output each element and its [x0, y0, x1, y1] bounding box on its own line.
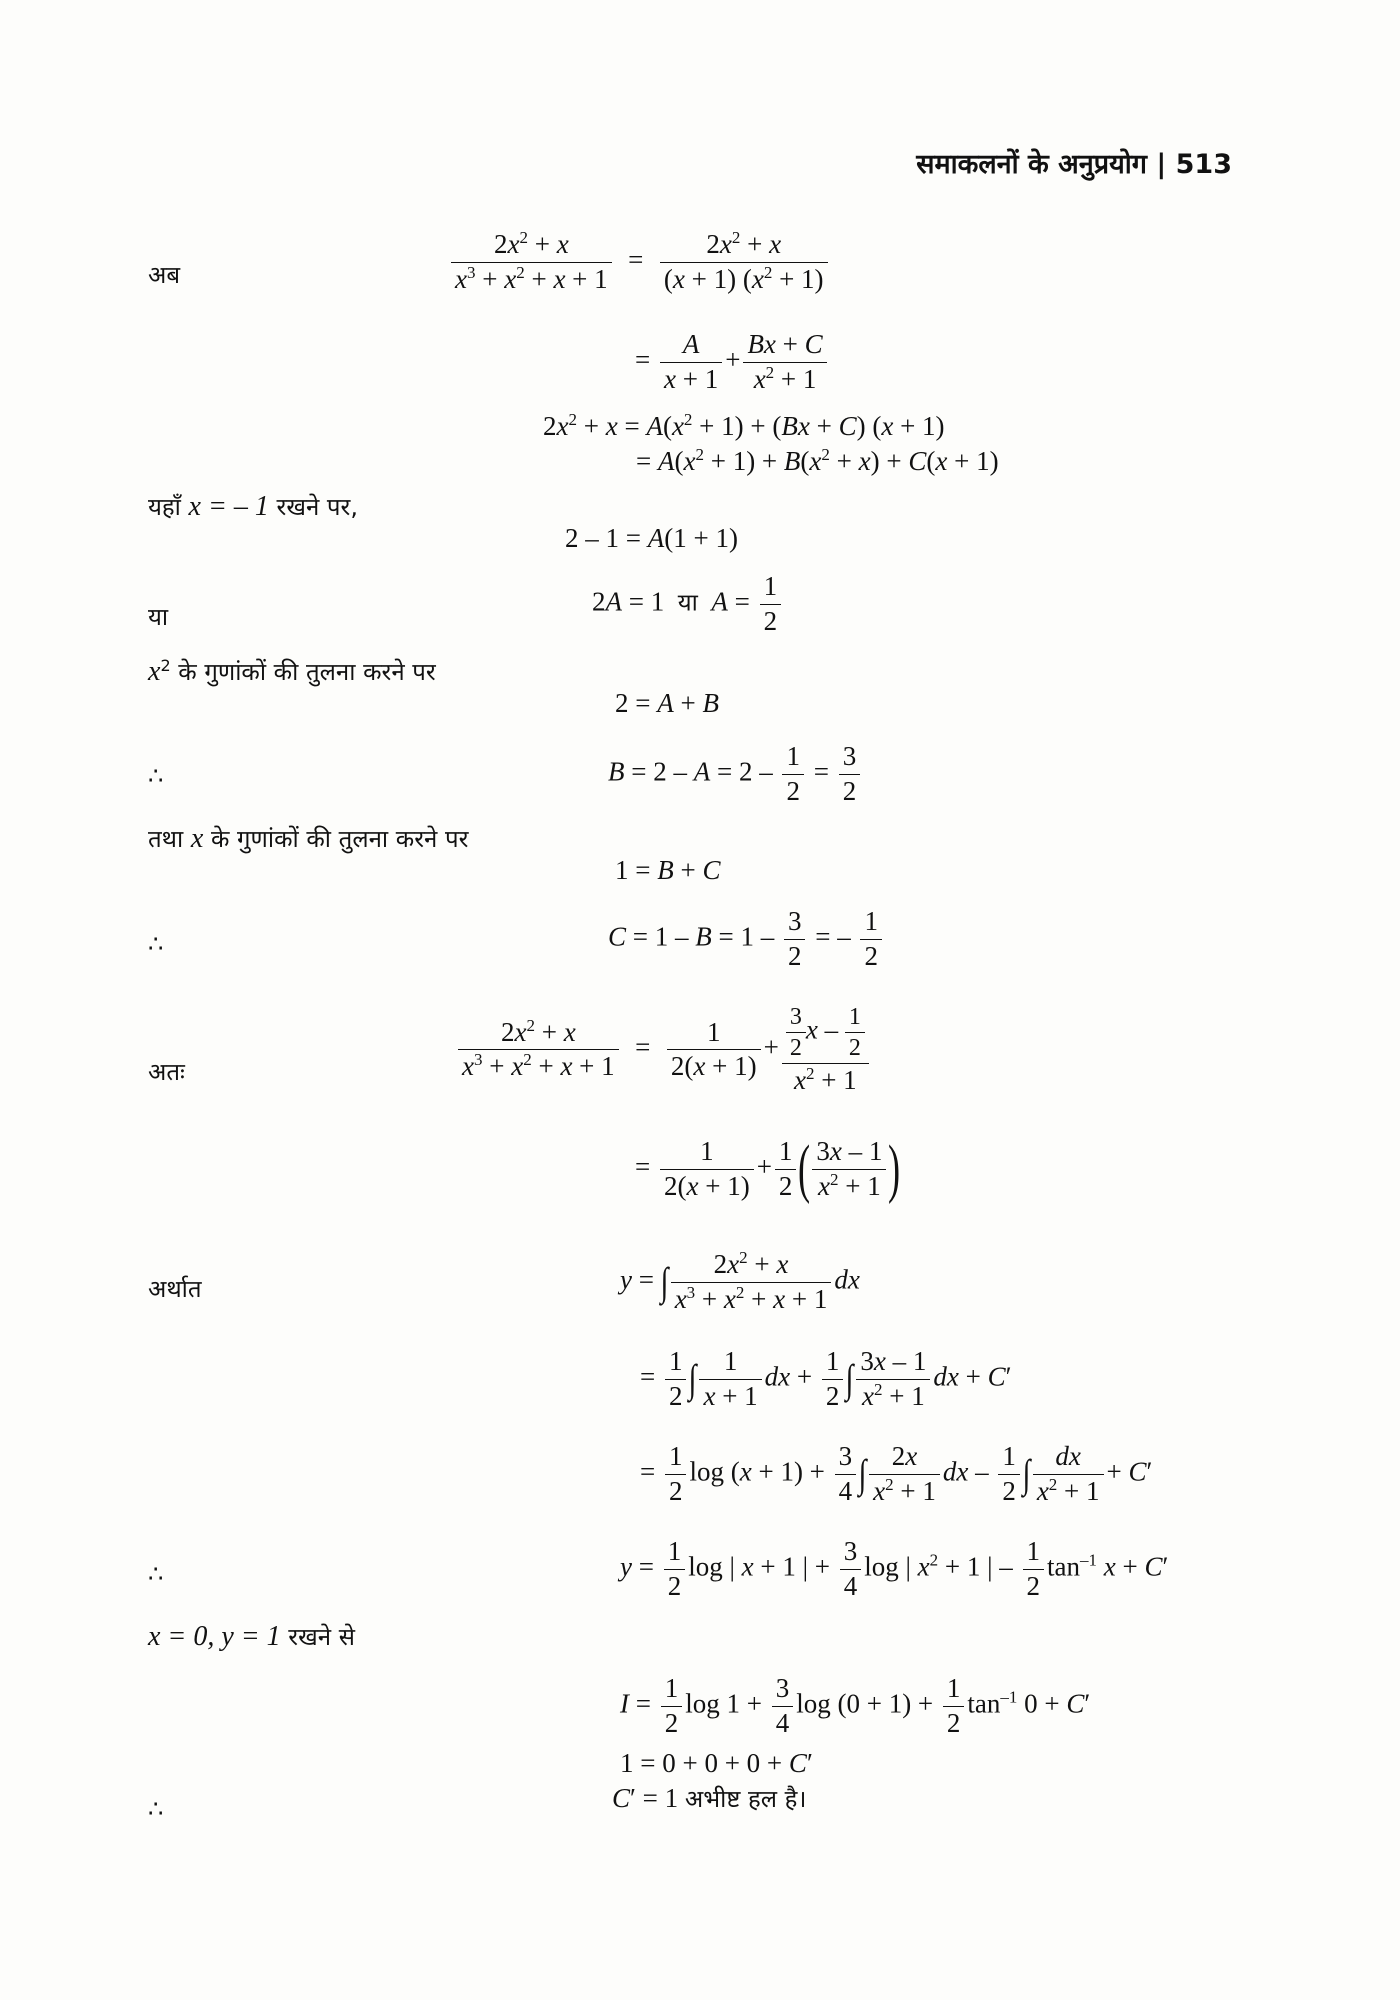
- label-compare-x2-text: के गुणांकों की तुलना करने पर: [178, 658, 436, 686]
- equation-A-value: 2A = 1 या A = $\frac{1}{2}$: [592, 570, 784, 639]
- equation-A-plus-B: 2 = A + B: [615, 688, 719, 718]
- therefore-symbol-3: ∴: [148, 1560, 164, 1588]
- therefore-symbol-1: ∴: [148, 762, 164, 790]
- label-rakhne-se: रखने से: [288, 1623, 355, 1651]
- equation-partial-fraction-setup: $\frac{2x^2 + x}{x^3 + x^2 + x + 1}$ = $\frac{2x^2 + x}{(x + 1) (x^2 + 1)}$: [448, 228, 831, 297]
- label-initial-condition: [148, 1620, 355, 1653]
- label-compare-x: [148, 822, 468, 855]
- label-substitute-x: [148, 490, 358, 523]
- page-header: समाकलनों के अनुप्रयोग | 513: [916, 149, 1232, 180]
- label-x-value: x = – 1: [188, 491, 269, 522]
- equation-decomposition-simplified: = $\frac{1}{2(x + 1)}$ + $\frac{1}{2}$ ( $\frac{3x - 1}{x^2 + 1}$ ): [635, 1132, 901, 1206]
- label-ab: अब: [148, 261, 181, 289]
- equation-B-plus-C: 1 = B + C: [615, 855, 721, 885]
- label-compare-x-text: के गुणांकों की तुलना करने पर: [210, 825, 469, 853]
- inline-ya: या: [677, 588, 698, 617]
- label-x-var: x: [190, 823, 204, 854]
- equation-C-value: C = 1 – B = 1 – $\frac{3}{2}$ = – $\frac{1}{2}$: [608, 905, 885, 974]
- therefore-symbol-2: ∴: [148, 930, 164, 958]
- label-yahan: यहाँ: [148, 493, 181, 521]
- label-arthat: अर्थात: [148, 1275, 202, 1303]
- label-rakhne-par: रखने पर,: [276, 493, 358, 521]
- label-ya: या: [148, 603, 169, 631]
- equation-y-split: = $\frac{1}{2}$ ∫ $\frac{1}{x + 1}$ dx + $\frac{1}{2}$ ∫ $\frac{3x - 1}{x^2 + 1}$ dx + C′: [640, 1346, 1012, 1411]
- equation-initial-evaluated: 1 = 0 + 0 + 0 + C′: [620, 1748, 813, 1778]
- equation-B-value: B = 2 – A = 2 – $\frac{1}{2}$ = $\frac{3}{2}$: [608, 740, 863, 809]
- equation-decomposition: $\frac{2x^2 + x}{x^3 + x^2 + x + 1}$ = $\frac{1}{2(x + 1)}$ + $\frac{3}{2}$ x – $\frac{1}{2}$ $x^2 + 1$: [455, 1002, 872, 1098]
- equation-substitution: 2 – 1 = A(1 + 1): [565, 523, 738, 553]
- label-x2-var: x: [148, 656, 161, 687]
- equation-y-integral: y = ∫ $\frac{2x^2 + x}{x^3 + x^2 + x + 1}$ dx: [620, 1248, 860, 1314]
- equation-y-general-solution: y = $\frac{1}{2}$ log | x + 1 | + $\frac{3}{4}$ log | $x^2 + 1$ | – $\frac{1}{2}$ $\tan^{-1} x + C'$: [620, 1536, 1169, 1601]
- equation-initial-substitution: I = $\frac{1}{2}$ log 1 + $\frac{3}{4}$ log (0 + 1) + $\frac{1}{2}$ $\tan^{-1} 0 + C'$: [620, 1673, 1091, 1738]
- equation-y-log-form: = $\frac{1}{2}$ log (x + 1) + $\frac{3}{4}$ ∫ $\frac{2x}{x^2 + 1}$ dx – $\frac{1}{2}$ ∫ $\frac{dx}{x^2 + 1}$ + C′: [640, 1441, 1153, 1506]
- label-compare-x2: $x^2$ के गुणांकों की तुलना करने पर: [148, 656, 436, 687]
- equation-partial-fraction-form: = $\frac{A}{x + 1}$ + $\frac{Bx + C}{x^2 + 1}$: [635, 328, 830, 397]
- label-tatha: तथा: [148, 825, 184, 853]
- label-atah: अतः: [148, 1058, 185, 1086]
- therefore-symbol-4: ∴: [148, 1795, 164, 1823]
- equation-final-constant: C′ = 1 अभीष्ट हल है।: [612, 1783, 807, 1813]
- equation-expand-2: = $A(x^2 + 1) + B(x^2 + x) + C(x + 1)$: [636, 445, 999, 476]
- equation-expand-1: $2x^2 + x = A(x^2 + 1) + (Bx + C) (x + 1)$: [543, 410, 945, 441]
- final-note: अभीष्ट हल है।: [684, 1785, 807, 1813]
- label-initial-values: x = 0, y = 1: [148, 1621, 281, 1652]
